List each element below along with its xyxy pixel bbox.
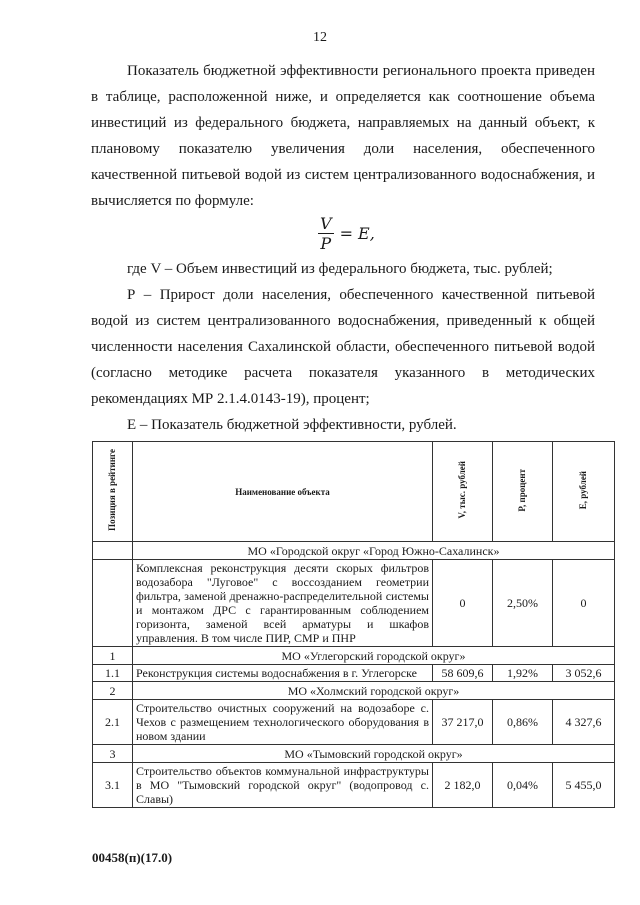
row-v: 0 xyxy=(433,560,493,647)
row-v: 2 182,0 xyxy=(433,763,493,808)
row-position: 2.1 xyxy=(93,700,133,745)
footer-code: 00458(п)(17.0) xyxy=(92,850,173,865)
row-e: 0 xyxy=(553,560,615,647)
row-object-name: Строительство объектов коммунальной инфраструктуры в МО "Тымовский городской округ" (водопровод с. Славы) xyxy=(133,763,433,808)
group-position: 1 xyxy=(93,647,133,665)
table-row xyxy=(93,560,615,647)
row-e: 5 455,0 xyxy=(553,763,615,808)
row-p: 2,50% xyxy=(493,560,553,647)
budget-efficiency-formula xyxy=(318,215,375,252)
group-title: МО «Холмский городской округ» xyxy=(133,682,615,700)
row-p: 0,04% xyxy=(493,763,553,808)
intro-paragraph xyxy=(91,58,595,214)
header-e: E, рублей xyxy=(553,442,615,542)
table-row xyxy=(93,700,615,745)
group-title: МО «Углегорский городской округ» xyxy=(133,647,615,665)
table-row xyxy=(93,763,615,808)
table-header-row xyxy=(93,442,615,542)
group-title: МО «Городской округ «Город Южно-Сахалинск» xyxy=(133,542,615,560)
formula-fraction xyxy=(318,215,334,252)
efficiency-table xyxy=(92,441,615,808)
definition-e: Е – Показатель бюджетной эффективности, рублей. xyxy=(127,417,457,433)
row-position: 3.1 xyxy=(93,763,133,808)
group-position: 3 xyxy=(93,745,133,763)
header-name: Наименование объекта xyxy=(133,442,433,542)
page-number: 12 xyxy=(313,30,327,45)
formula-numerator: V xyxy=(320,214,332,233)
group-position xyxy=(93,542,133,560)
header-v: V, тыс. рублей xyxy=(433,442,493,542)
formula-denominator: P xyxy=(320,234,332,253)
group-position: 2 xyxy=(93,682,133,700)
row-object-name: Строительство очистных сооружений на водозаборе с. Чехов с размещением технологического оборудования в новом здании xyxy=(133,700,433,745)
row-position xyxy=(93,560,133,647)
group-row xyxy=(93,647,615,665)
row-object-name: Комплексная реконструкция десяти скорых фильтров водозабора "Луговое" с воссозданием геометрии фильтра, заменой дренажно-распределительной системы и монтажом ДРС с гарантированным соблюдением горизонта, заменой всей арматуры и шкафов управления. В том числе ПИР, СМР и ПНР xyxy=(133,560,433,647)
row-p: 0,86% xyxy=(493,700,553,745)
header-position: Позиция в рейтинге xyxy=(93,442,133,542)
header-p: P, процент xyxy=(493,442,553,542)
definitions xyxy=(91,256,595,438)
definition-v: где V – Объем инвестиций из федерального бюджета, тыс. рублей; xyxy=(127,261,553,277)
group-title: МО «Тымовский городской округ» xyxy=(133,745,615,763)
row-e: 4 327,6 xyxy=(553,700,615,745)
row-v: 37 217,0 xyxy=(433,700,493,745)
group-row xyxy=(93,682,615,700)
group-row xyxy=(93,745,615,763)
table-row xyxy=(93,665,615,682)
intro-text: Показатель бюджетной эффективности регионального проекта приведен в таблице, расположенной ниже, и определяется как соотношение объема инвестиций из федерального бюджета, направляемых на данный объект, к плановому показателю увеличения доли населения, обеспеченного качественной питьевой водой из систем централизованного водоснабжения, и вычисляется по формуле: xyxy=(91,63,595,209)
formula-rhs: = E, xyxy=(339,224,375,243)
row-e: 3 052,6 xyxy=(553,665,615,682)
row-p: 1,92% xyxy=(493,665,553,682)
row-v: 58 609,6 xyxy=(433,665,493,682)
row-object-name: Реконструкция системы водоснабжения в г. Углегорске xyxy=(133,665,433,682)
definition-p: Р – Прирост доли населения, обеспеченного качественной питьевой водой из систем централизованного водоснабжения, приведенный к общей численности населения Сахалинской области, обеспеченного питьевой водой (согласно методике расчета показателя указанного в методических рекомендациях МР 2.1.4.0143-19), процент; xyxy=(91,287,595,407)
group-row xyxy=(93,542,615,560)
row-position: 1.1 xyxy=(93,665,133,682)
